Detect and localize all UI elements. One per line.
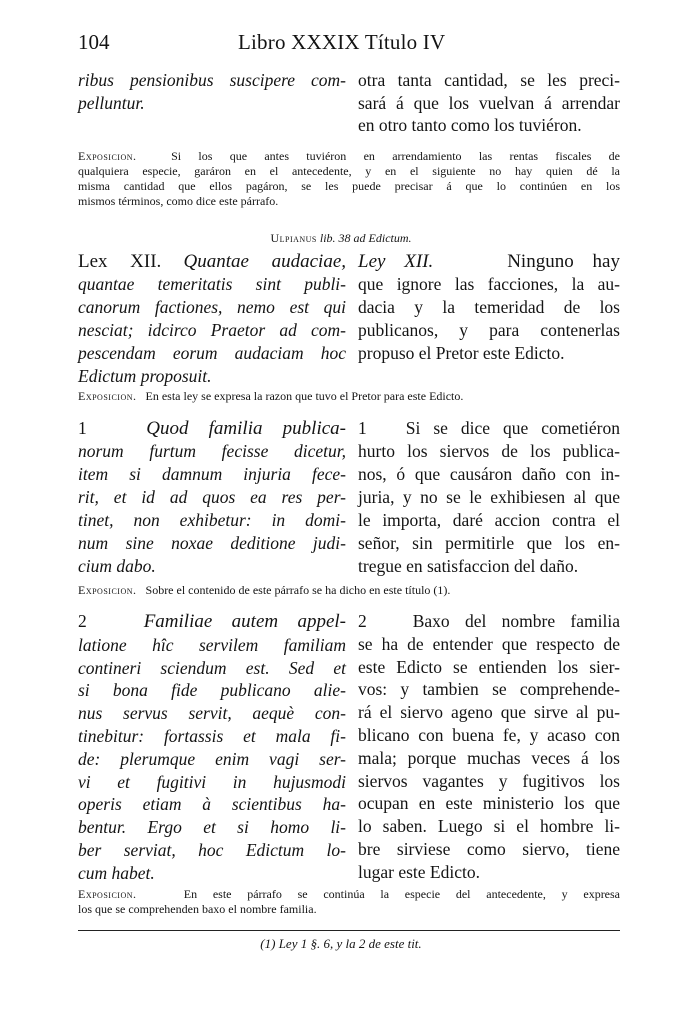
exposicion-label: Exposicion. [78, 583, 137, 597]
ley-xii-spanish [358, 250, 620, 365]
text-line: lo saben. Luego si el hombre li- [358, 816, 620, 837]
text-line: 2 Familiae autem appel- [78, 611, 346, 632]
text-line: si bona fide publicano alie- [78, 680, 346, 701]
exposicion-label: Exposicion. [78, 389, 137, 403]
text-line: de: plerumque enim vagi ser- [78, 748, 346, 769]
text-line: otra tanta cantidad, se les preci- [358, 70, 620, 90]
text-line: cium dabo. [78, 556, 156, 576]
text-line: ribus pensionibus suscipere com- [78, 70, 346, 90]
exposicion-2 [78, 389, 620, 404]
exposicion-3 [78, 583, 620, 598]
paragraph-number: 1 [78, 418, 87, 438]
text-line: num sine noxae deditione judi- [78, 533, 346, 553]
text-line: rit, et id ad quos ea res per- [78, 487, 346, 507]
text-line: tinet, non exhibetur: in domi- [78, 510, 346, 530]
exposicion-label: Exposicion. [78, 149, 137, 163]
text-line: nesciat; idcirco Praetor ad com- [78, 320, 346, 340]
source-citation [0, 231, 682, 246]
text-line: vi et fugitivi in hujusmodi [78, 771, 346, 792]
text-line: Ley XII. Ninguno hay [358, 251, 620, 272]
exposicion-label: Exposicion. [78, 887, 137, 901]
text-line: siervos vagantes y fugitivos los [358, 770, 620, 791]
text-line: contineri sciendum est. Sed et [78, 657, 346, 678]
paragraph-number: 2 [358, 611, 367, 631]
paragraph-2-spanish [358, 610, 620, 884]
text-line: señor, sin permitirle que los en- [358, 533, 620, 553]
running-title: Libro XXXIX Título IV [238, 30, 446, 54]
latin-column-continuation [78, 69, 346, 114]
text-line: Edictum proposuit. [78, 366, 212, 386]
exposicion-4 [78, 887, 620, 917]
text-line: vos: y tambien se comprehende- [358, 679, 620, 700]
text-line: publicanos, y para contenerlas [358, 320, 620, 340]
text-line: bre sirviese como siervo, tiene [358, 838, 620, 859]
text-line: los que se comprehenden baxo el nombre familia. [78, 902, 317, 916]
text-line: blicano con buena fe, y acaso con [358, 724, 620, 745]
text-line: se ha de entender que respecto de [358, 633, 620, 654]
text-line: hurto los siervos de los publica- [358, 441, 620, 461]
text-line: este Edicto se entienden los sier- [358, 656, 620, 677]
text-line: cum habet. [78, 862, 155, 883]
text-line: propuso el Pretor este Edicto. [358, 343, 565, 363]
text-line: quantae temeritatis sint publi- [78, 274, 346, 294]
source-ref: lib. 38 ad Edictum. [319, 231, 412, 245]
source-author: Ulpianus [270, 231, 317, 245]
text-line: misma cantidad que ellos pagáron, se les puede precisar á que lo continúen en los [78, 179, 620, 193]
text-line: tinebitur: fortassis et mala fi- [78, 725, 346, 746]
lex-heading: Lex XII. [78, 251, 162, 272]
spanish-column-continuation [358, 69, 620, 137]
page-number: 104 [78, 30, 110, 54]
text-line: norum furtum fecisse dicetur, [78, 441, 346, 461]
text-line: Lex XII. Quantae audaciae, [78, 251, 346, 272]
text-line: sará á que los vuelvan á arrendar [358, 92, 620, 113]
text-line: rá el siervo ageno que sirve al pu- [358, 702, 620, 723]
text-line: que ignore las facciones, la au- [358, 274, 620, 294]
lex-xii-latin [78, 250, 346, 388]
text-line: pescendam eorum audaciam hoc [78, 343, 346, 363]
text-line: latione hîc servilem familiam [78, 634, 346, 655]
text-line: bentur. Ergo et si homo li- [78, 817, 346, 838]
ley-heading: Ley XII. [358, 251, 434, 272]
text-line: Exposicion. En este párrafo se continúa la especie del antecedente, y expresa [78, 887, 621, 901]
text-line: Exposicion. En esta ley se expresa la razon que tuvo el Pretor para este Edicto. [78, 389, 464, 403]
text-line: 2 Baxo del nombre familia [358, 611, 620, 631]
text-line: tregue en satisfaccion del daño. [358, 556, 579, 576]
paragraph-1-latin [78, 417, 346, 578]
footnote-rule [78, 930, 620, 931]
exposicion-1 [78, 149, 620, 209]
text-line: ocupan en este ministerio los que [358, 793, 620, 814]
text-line: qualquiera especie, garáron en el antecedente, y en el siguiente no hay quien dé la [78, 164, 620, 178]
text-line: Exposicion. Si los que antes tuviéron en arrendamiento las rentas fiscales de [78, 149, 621, 163]
footnote: (1) Ley 1 §. 6, y la 2 de este tit. [260, 936, 422, 951]
paragraph-number: 1 [358, 418, 367, 438]
text-line: nos, ó que causáron daño con in- [358, 464, 620, 484]
paragraph-1-spanish [358, 417, 620, 578]
paragraph-number: 2 [78, 611, 87, 631]
paragraph-2-latin [78, 610, 346, 885]
text-line: mala; porque muchas veces á los [358, 747, 620, 768]
text-line: 1 Quod familia publica- [78, 418, 346, 439]
text-line: mismos términos, como dice este párrafo. [78, 194, 279, 208]
text-line: le importa, daré accion contra el [358, 510, 620, 530]
text-line: Exposicion. Sobre el contenido de este párrafo se ha dicho en este título (1). [78, 583, 451, 597]
text-line: pelluntur. [78, 92, 145, 113]
text-line: dacia y la temeridad de los [358, 297, 620, 317]
text-line: item si damnum injuria fece- [78, 464, 346, 484]
text-line: nus servus servit, aequè con- [78, 703, 346, 724]
text-line: 1 Si se dice que cometiéron [358, 418, 621, 438]
text-line: lugar este Edicto. [358, 861, 480, 882]
text-line: ber serviat, hoc Edictum lo- [78, 839, 346, 860]
text-line: juria, y no se le exhibiesen al que [358, 487, 620, 507]
text-line: canorum factiones, nemo est qui [78, 297, 346, 317]
text-line: operis etiam à scientibus ha- [78, 794, 346, 815]
text-line: en otro tanto como los tuviéron. [358, 115, 582, 135]
